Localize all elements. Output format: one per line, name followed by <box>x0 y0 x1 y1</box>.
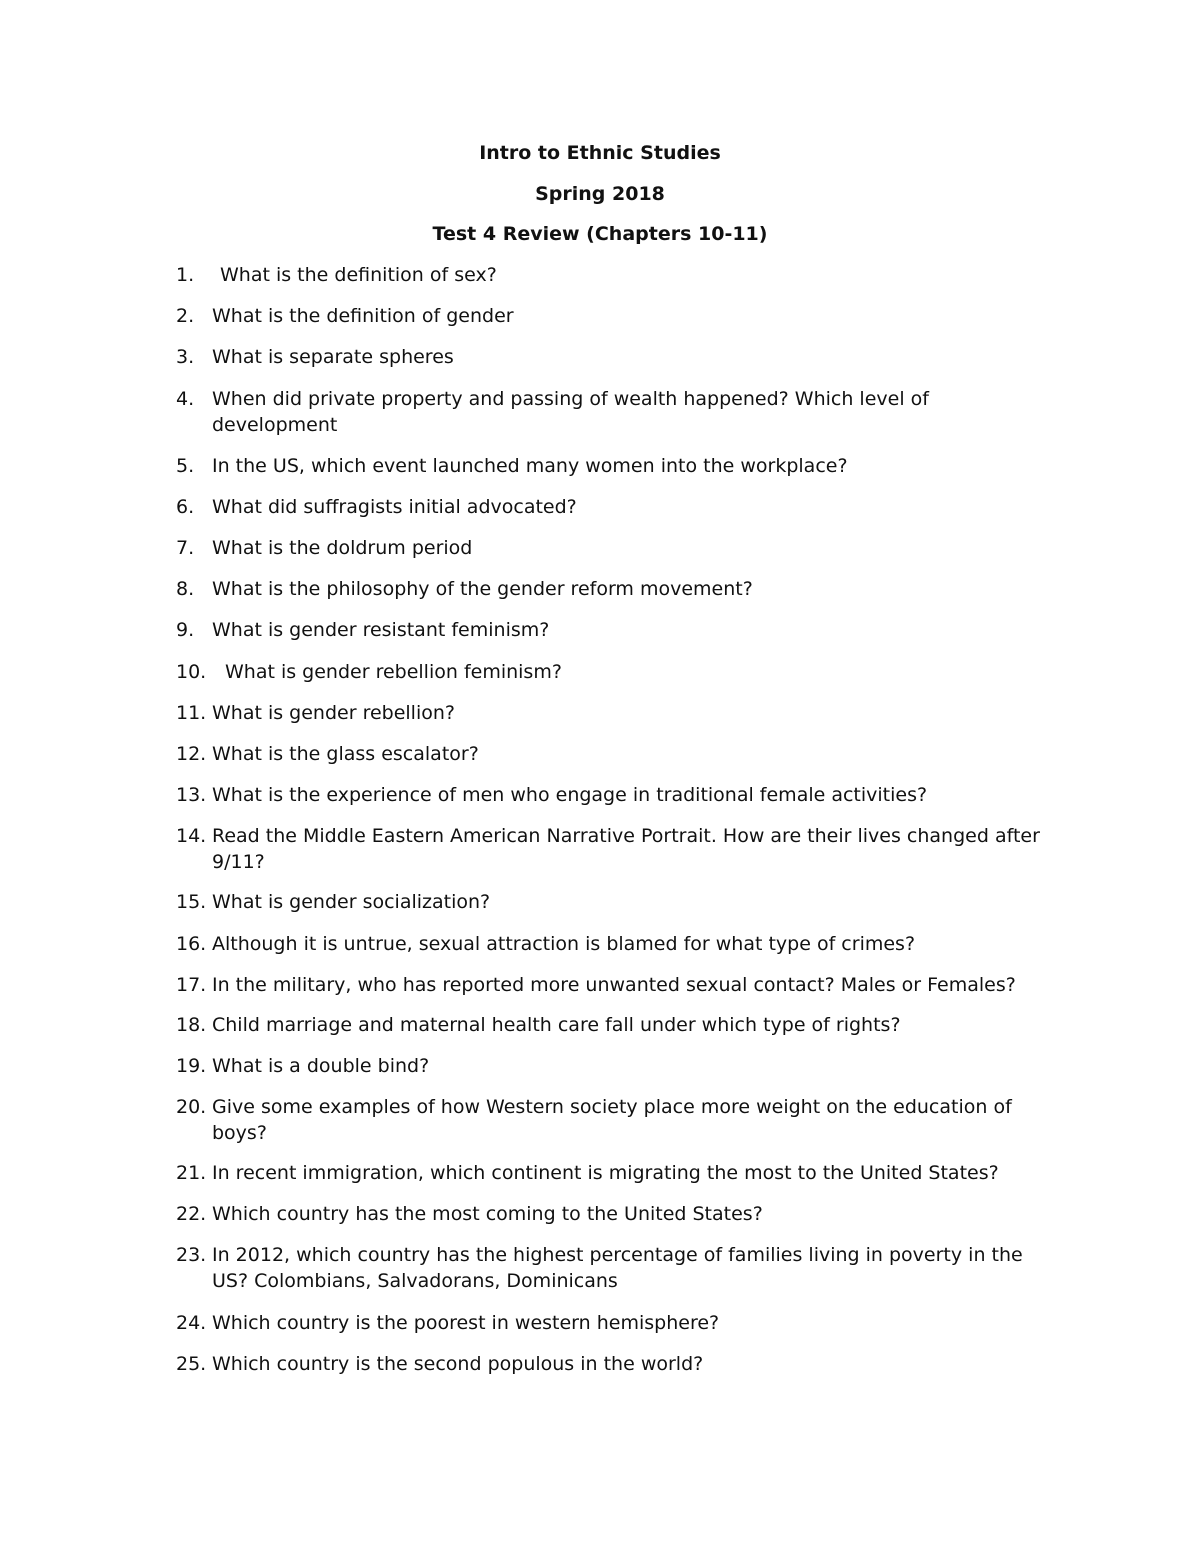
question-text: What is gender resistant feminism? <box>212 619 550 641</box>
question-item <box>176 262 1056 288</box>
question-text: Which country is the poorest in western hemisphere? <box>212 1312 720 1334</box>
question-text: What is the glass escalator? <box>212 743 479 765</box>
question-item <box>176 344 1056 370</box>
question-text: In the US, which event launched many women into the workplace? <box>212 455 848 477</box>
question-text: What is gender rebellion feminism? <box>225 661 562 683</box>
question-number: 21. <box>176 1162 207 1184</box>
question-text: Which country has the most coming to the United States? <box>212 1203 763 1225</box>
question-number: 14. <box>176 825 207 847</box>
question-text: What is a double bind? <box>212 1055 430 1077</box>
question-item <box>176 972 1056 998</box>
question-number: 16. <box>176 933 207 955</box>
question-item <box>176 386 1056 438</box>
question-item <box>176 1310 1056 1336</box>
question-item <box>176 1351 1056 1377</box>
question-number: 18. <box>176 1014 207 1036</box>
question-item <box>176 741 1056 767</box>
document-term: Spring 2018 <box>535 183 665 205</box>
question-number: 7. <box>176 537 195 559</box>
question-item <box>176 1094 1056 1146</box>
question-text: What is separate spheres <box>212 346 454 368</box>
question-text: When did private property and passing of wealth happened? Which level of development <box>212 388 929 436</box>
question-text: Give some examples of how Western society place more weight on the education of boys? <box>212 1096 1012 1144</box>
question-number: 22. <box>176 1203 207 1225</box>
question-number: 2. <box>176 305 195 327</box>
question-item <box>176 617 1056 643</box>
question-text: What is the definition of sex? <box>220 264 497 286</box>
question-number: 13. <box>176 784 207 806</box>
question-item <box>176 1053 1056 1079</box>
question-number: 25. <box>176 1353 207 1375</box>
question-number: 12. <box>176 743 207 765</box>
question-number: 20. <box>176 1096 207 1118</box>
question-number: 3. <box>176 346 195 368</box>
document-title: Intro to Ethnic Studies <box>479 142 721 164</box>
question-text: What is gender rebellion? <box>212 702 455 724</box>
question-item <box>176 659 1056 685</box>
question-number: 15. <box>176 891 207 913</box>
question-item <box>176 700 1056 726</box>
question-text: What is the definition of gender <box>212 305 514 327</box>
question-item <box>176 1201 1056 1227</box>
question-item <box>176 576 1056 602</box>
question-item <box>176 889 1056 915</box>
question-text: What is gender socialization? <box>212 891 491 913</box>
question-number: 24. <box>176 1312 207 1334</box>
question-text: Read the Middle Eastern American Narrative Portrait. How are their lives changed after 9/11? <box>212 825 1040 873</box>
question-number: 11. <box>176 702 207 724</box>
question-item <box>176 931 1056 957</box>
question-item <box>176 535 1056 561</box>
question-number: 5. <box>176 455 195 477</box>
question-text: Although it is untrue, sexual attraction is blamed for what type of crimes? <box>212 933 916 955</box>
question-item <box>176 453 1056 479</box>
question-text: In the military, who has reported more unwanted sexual contact? Males or Females? <box>212 974 1016 996</box>
question-item <box>176 494 1056 520</box>
question-number: 6. <box>176 496 195 518</box>
question-number: 1. <box>176 264 195 286</box>
question-text: Child marriage and maternal health care fall under which type of rights? <box>212 1014 901 1036</box>
question-number: 4. <box>176 388 195 410</box>
question-text: Which country is the second populous in the world? <box>212 1353 704 1375</box>
question-number: 9. <box>176 619 195 641</box>
question-number: 19. <box>176 1055 207 1077</box>
question-item <box>176 782 1056 808</box>
question-text: What is the experience of men who engage in traditional female activities? <box>212 784 928 806</box>
question-text: What is the doldrum period <box>212 537 473 559</box>
question-text: In 2012, which country has the highest percentage of families living in poverty in the US? Colombians, Salvadorans, Dominicans <box>212 1244 1023 1292</box>
document-subtitle: Test 4 Review (Chapters 10-11) <box>432 223 768 245</box>
question-item <box>176 1242 1056 1294</box>
question-item <box>176 303 1056 329</box>
question-number: 23. <box>176 1244 207 1266</box>
question-text: What is the philosophy of the gender reform movement? <box>212 578 753 600</box>
question-number: 10. <box>176 661 207 683</box>
question-number: 17. <box>176 974 207 996</box>
question-item <box>176 823 1056 875</box>
question-item <box>176 1012 1056 1038</box>
question-number: 8. <box>176 578 195 600</box>
question-text: What did suffragists initial advocated? <box>212 496 577 518</box>
question-text: In recent immigration, which continent is migrating the most to the United States? <box>212 1162 999 1184</box>
question-item <box>176 1160 1056 1186</box>
